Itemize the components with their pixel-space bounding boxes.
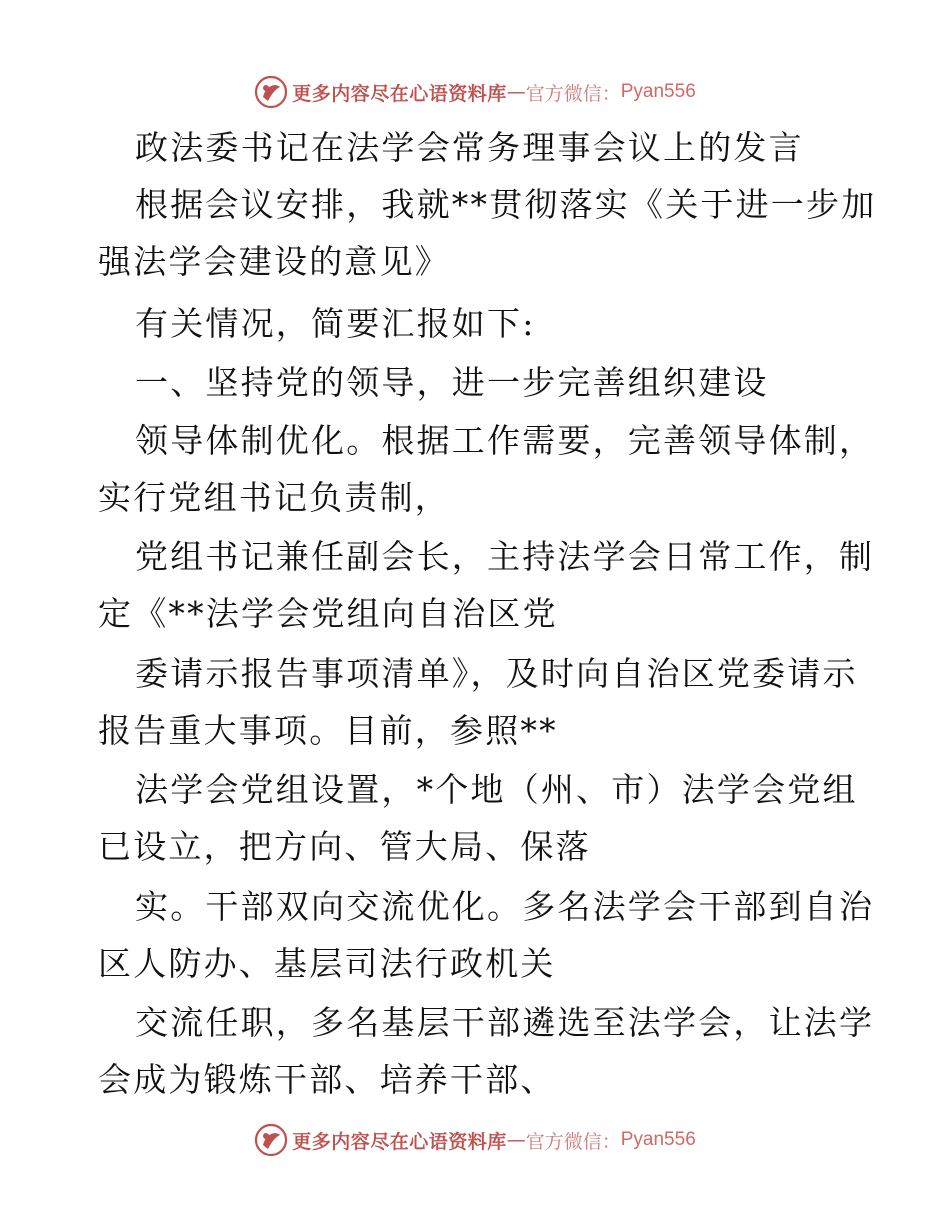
paragraph-line: 区人防办、基层司法行政机关 (98, 944, 556, 983)
paragraph-line: 实。干部双向交流优化。多名法学会干部到自治 (135, 887, 875, 926)
paragraph-line: 实行党组书记负责制， (98, 478, 450, 517)
paragraph-line: 法学会党组设置，*个地（州、市）法学会党组 (135, 770, 858, 809)
document-title: 政法委书记在法学会常务理事会议上的发言 (135, 128, 804, 167)
banner-wechat-id: Pyan556 (620, 81, 696, 102)
paragraph-line: 领导体制优化。根据工作需要，完善领导体制， (135, 421, 875, 460)
paragraph-line: 交流任职，多名基层干部遴选至法学会，让法学 (135, 1003, 875, 1042)
paragraph-line: 会成为锻炼干部、培养干部、 (98, 1060, 556, 1099)
logo-seal-icon (254, 1123, 288, 1157)
banner-dash: — (506, 1129, 526, 1151)
paragraph-line: 已设立，把方向、管大局、保落 (98, 827, 591, 866)
paragraph-line: 有关情况，简要汇报如下: (135, 304, 536, 343)
paragraph-line: 强法学会建设的意见》 (98, 242, 450, 281)
section-heading: 一、坚持党的领导，进一步完善组织建设 (135, 363, 769, 402)
paragraph-line: 委请示报告事项清单》，及时向自治区党委请示 (135, 654, 858, 693)
paragraph-line: 根据会议安排，我就**贯彻落实《关于进一步加 (135, 185, 877, 224)
paragraph-line: 党组书记兼任副会长，主持法学会日常工作，制 (135, 537, 875, 576)
banner-dash: — (506, 81, 526, 103)
banner-text: 更多内容尽在心语资料库 (292, 82, 507, 105)
banner-text: 更多内容尽在心语资料库 (292, 1130, 507, 1153)
paragraph-line: 定《**法学会党组向自治区党 (98, 594, 558, 633)
paragraph-line: 报告重大事项。目前，参照** (98, 711, 558, 750)
banner-wechat-label: 官方微信： (525, 1130, 621, 1153)
banner-wechat-label: 官方微信： (525, 82, 621, 105)
footer-watermark-banner (0, 1120, 950, 1160)
banner-wechat-id: Pyan556 (620, 1129, 696, 1150)
